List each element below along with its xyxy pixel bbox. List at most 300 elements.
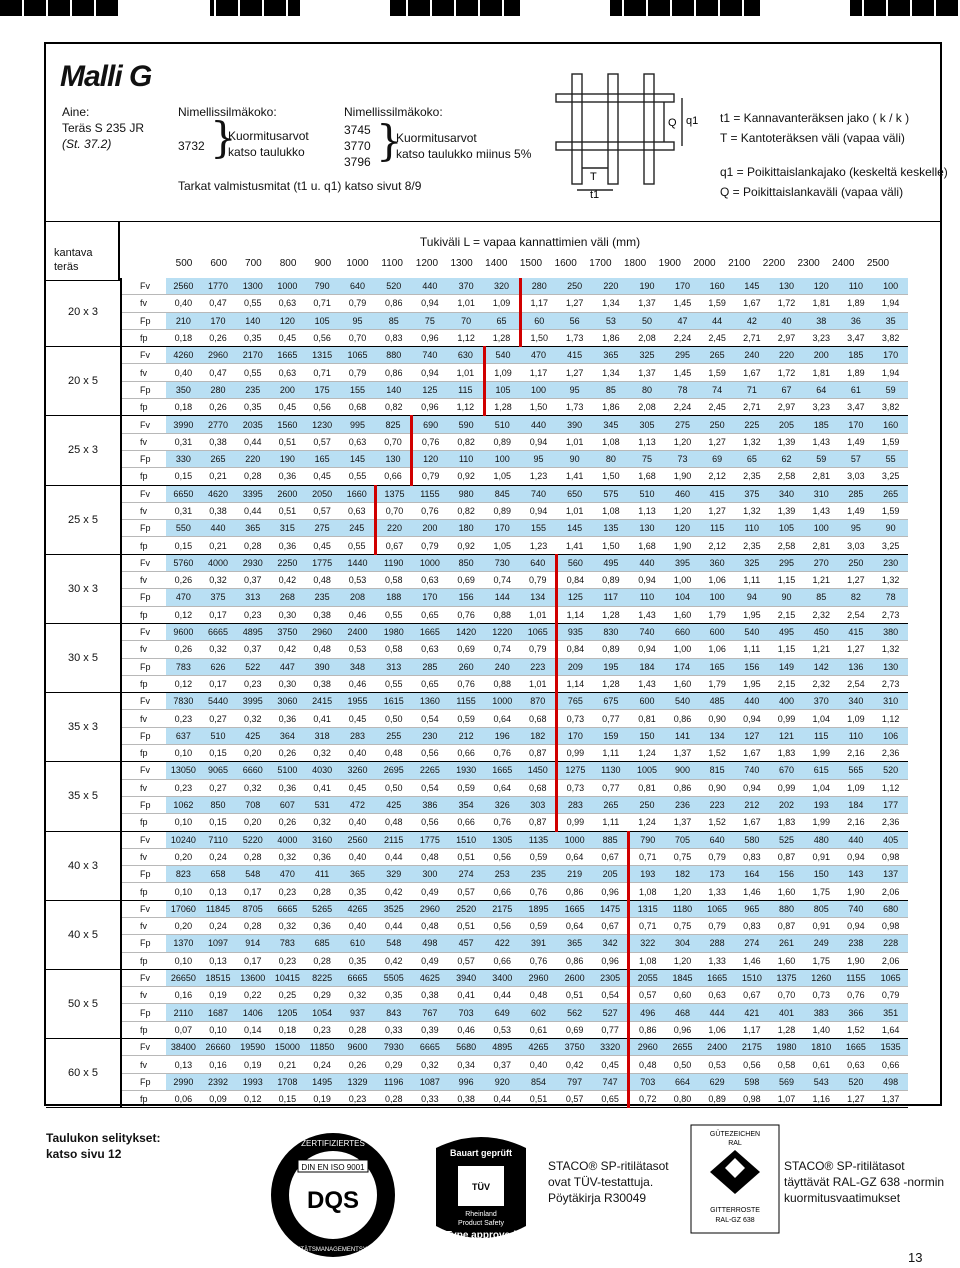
table-row — [46, 710, 908, 727]
value-cell: 0,58 — [769, 1056, 804, 1073]
value-cell: 0,44 — [484, 1090, 520, 1107]
value-cell: 253 — [484, 866, 520, 883]
value-cell: 0,59 — [448, 779, 484, 796]
value-cell: 1,99 — [804, 745, 839, 762]
value-cell: 1,52 — [700, 814, 735, 831]
value-cell: 220 — [593, 278, 629, 295]
table-row — [46, 589, 908, 606]
value-cell: 360 — [700, 554, 735, 571]
value-cell: 6665 — [339, 969, 375, 986]
value-cell: 0,10 — [166, 745, 201, 762]
value-cell: 0,28 — [235, 468, 270, 485]
value-cell: 209 — [557, 658, 593, 675]
value-cell: 0,32 — [270, 848, 305, 865]
material-block — [62, 104, 144, 152]
value-cell: 2930 — [235, 554, 270, 571]
table-row — [46, 554, 908, 571]
value-cell: 1,09 — [839, 779, 874, 796]
row-label: fp — [121, 1090, 166, 1107]
value-cell: 0,39 — [412, 1021, 448, 1038]
value-cell: 1,17 — [735, 1021, 770, 1038]
row-label: Fv — [121, 623, 166, 640]
value-cell: 1,68 — [629, 537, 665, 554]
value-cell: 0,83 — [735, 848, 770, 865]
value-cell: 0,23 — [235, 606, 270, 623]
value-cell: 0,91 — [804, 917, 839, 934]
value-cell: 590 — [448, 416, 484, 433]
value-cell: 0,79 — [700, 917, 735, 934]
value-cell: 0,63 — [270, 364, 305, 381]
span-header: 1500 — [519, 258, 543, 269]
value-cell: 90 — [769, 589, 804, 606]
value-cell: 0,55 — [339, 537, 375, 554]
value-cell: 9065 — [201, 762, 236, 779]
value-cell: 0,44 — [235, 433, 270, 450]
value-cell: 2,24 — [665, 329, 700, 346]
value-cell: 0,13 — [201, 883, 236, 900]
value-cell: 640 — [520, 554, 556, 571]
value-cell: 375 — [201, 589, 236, 606]
value-cell: 115 — [804, 727, 839, 744]
value-cell: 1000 — [412, 554, 448, 571]
span-header: 2100 — [728, 258, 751, 269]
value-cell: 543 — [804, 1073, 839, 1090]
value-cell: 1,34 — [593, 364, 629, 381]
row-label: fp — [121, 399, 166, 416]
value-cell: 0,67 — [735, 987, 770, 1004]
value-cell: 80 — [629, 381, 665, 398]
value-cell: 0,32 — [412, 1056, 448, 1073]
table-row — [46, 1039, 908, 1056]
value-cell: 4895 — [235, 623, 270, 640]
value-cell: 4895 — [484, 1039, 520, 1056]
value-cell: 0,57 — [557, 1090, 593, 1107]
value-cell: 366 — [839, 1004, 874, 1021]
value-cell: 318 — [305, 727, 340, 744]
value-cell: 0,36 — [270, 779, 305, 796]
value-cell: 1660 — [339, 485, 375, 502]
value-cell: 1135 — [520, 831, 556, 848]
value-cell: 10240 — [166, 831, 201, 848]
value-cell: 1230 — [305, 416, 340, 433]
value-cell: 472 — [339, 796, 375, 813]
value-cell: 520 — [839, 1073, 874, 1090]
value-cell: 200 — [412, 520, 448, 537]
value-cell: 0,56 — [484, 848, 520, 865]
value-cell: 747 — [593, 1073, 629, 1090]
table-row — [46, 848, 908, 865]
value-cell: 495 — [593, 554, 629, 571]
value-cell: 1,75 — [804, 952, 839, 969]
value-cell: 2110 — [166, 1004, 201, 1021]
value-cell: 531 — [305, 796, 340, 813]
value-cell: 3,23 — [804, 399, 839, 416]
value-cell: 1,28 — [593, 675, 629, 692]
value-cell: 900 — [665, 762, 700, 779]
value-cell: 1,14 — [557, 675, 593, 692]
value-cell: 134 — [700, 727, 735, 744]
value-cell: 249 — [804, 935, 839, 952]
row-label: fp — [121, 329, 166, 346]
value-cell: 0,77 — [593, 779, 629, 796]
value-cell: 685 — [305, 935, 340, 952]
value-cell: 415 — [839, 623, 874, 640]
value-cell: 0,63 — [700, 987, 735, 1004]
value-cell: 0,99 — [557, 814, 593, 831]
value-cell: 110 — [629, 589, 665, 606]
value-cell: 425 — [376, 796, 412, 813]
table-row — [46, 537, 908, 554]
table-top-rule — [46, 221, 940, 222]
size-cell: 50 x 5 — [46, 969, 121, 1038]
value-cell: 0,28 — [305, 883, 340, 900]
value-cell: 2960 — [305, 623, 340, 640]
value-cell: 1,01 — [520, 675, 556, 692]
value-cell: 1,27 — [839, 1090, 874, 1107]
value-cell: 3,47 — [839, 399, 874, 416]
value-cell: 0,45 — [305, 537, 340, 554]
value-cell: 600 — [700, 623, 735, 640]
value-cell: 0,13 — [166, 1056, 201, 1073]
value-cell: 1,64 — [873, 1021, 908, 1038]
value-cell: 9600 — [339, 1039, 375, 1056]
value-cell: 1300 — [235, 278, 270, 295]
value-cell: 1,50 — [593, 468, 629, 485]
value-cell: 190 — [629, 278, 665, 295]
table-row — [46, 329, 908, 346]
value-cell: 510 — [484, 416, 520, 433]
value-cell: 0,66 — [484, 952, 520, 969]
value-cell: 1,28 — [769, 1021, 804, 1038]
value-cell: 320 — [484, 278, 520, 295]
value-cell: 60 — [520, 312, 556, 329]
value-cell: 0,44 — [376, 848, 412, 865]
value-cell: 9600 — [166, 623, 201, 640]
row-label: Fv — [121, 347, 166, 364]
value-cell: 0,67 — [593, 917, 629, 934]
value-cell: 0,87 — [520, 814, 556, 831]
legend-t1: t1 = Kannavanteräksen jako ( k / k ) — [720, 111, 910, 125]
value-cell: 440 — [839, 831, 874, 848]
value-cell: 159 — [593, 727, 629, 744]
value-cell: 185 — [839, 347, 874, 364]
value-cell: 210 — [166, 312, 201, 329]
value-cell: 0,44 — [484, 987, 520, 1004]
value-cell: 0,63 — [412, 572, 448, 589]
value-cell: 0,35 — [235, 329, 270, 346]
value-cell: 2,45 — [700, 399, 735, 416]
value-cell: 1,27 — [557, 364, 593, 381]
value-cell: 1,86 — [593, 329, 629, 346]
value-cell: 1,28 — [593, 606, 629, 623]
value-cell: 1,17 — [520, 364, 556, 381]
value-cell: 80 — [593, 450, 629, 467]
value-cell: 1,60 — [769, 883, 804, 900]
value-cell: 125 — [412, 381, 448, 398]
value-cell: 0,66 — [448, 814, 484, 831]
value-cell: 0,56 — [735, 1056, 770, 1073]
value-cell: 0,94 — [735, 779, 770, 796]
value-cell: 0,17 — [201, 606, 236, 623]
value-cell: 0,40 — [520, 1056, 556, 1073]
value-cell: 0,48 — [629, 1056, 665, 1073]
value-cell: 0,56 — [305, 399, 340, 416]
value-cell: 1,37 — [873, 1090, 908, 1107]
value-cell: 223 — [700, 796, 735, 813]
value-cell: 3525 — [376, 900, 412, 917]
value-cell: 1,90 — [839, 952, 874, 969]
value-cell: 0,45 — [270, 329, 305, 346]
value-cell: 527 — [593, 1004, 629, 1021]
value-cell: 170 — [484, 520, 520, 537]
value-cell: 0,82 — [448, 502, 484, 519]
value-cell: 1,32 — [873, 641, 908, 658]
value-cell: 703 — [448, 1004, 484, 1021]
value-cell: 0,66 — [448, 745, 484, 762]
value-cell: 212 — [735, 796, 770, 813]
value-cell: 0,94 — [412, 364, 448, 381]
value-cell: 2,08 — [629, 329, 665, 346]
value-cell: 401 — [769, 1004, 804, 1021]
value-cell: 0,94 — [412, 295, 448, 312]
value-cell: 468 — [665, 1004, 700, 1021]
value-cell: 1,83 — [769, 814, 804, 831]
value-cell: 1,20 — [665, 433, 700, 450]
value-cell: 13050 — [166, 762, 201, 779]
value-cell: 1,08 — [629, 952, 665, 969]
value-cell: 0,94 — [839, 848, 874, 865]
value-cell: 0,94 — [839, 917, 874, 934]
value-cell: 2115 — [376, 831, 412, 848]
value-cell: 100 — [873, 278, 908, 295]
value-cell: 265 — [873, 485, 908, 502]
nim1-code: 3732 — [178, 139, 205, 153]
value-cell: 1,60 — [665, 606, 700, 623]
value-cell: 1205 — [270, 1004, 305, 1021]
size-cell: 30 x 3 — [46, 554, 121, 623]
value-cell: 0,26 — [270, 814, 305, 831]
value-cell: 275 — [665, 416, 700, 433]
value-cell: 1,01 — [448, 295, 484, 312]
row-label: fv — [121, 1056, 166, 1073]
value-cell: 1,27 — [557, 295, 593, 312]
value-cell: 3990 — [166, 416, 201, 433]
value-cell: 71 — [735, 381, 770, 398]
span-header: 1900 — [658, 258, 681, 269]
value-cell: 1,43 — [804, 433, 839, 450]
value-cell: 845 — [484, 485, 520, 502]
value-cell: 303 — [520, 796, 556, 813]
value-cell: 2,58 — [769, 468, 804, 485]
row-label: fv — [121, 295, 166, 312]
value-cell: 3940 — [448, 969, 484, 986]
value-cell: 1,16 — [804, 1090, 839, 1107]
value-cell: 0,16 — [166, 987, 201, 1004]
value-cell: 0,40 — [339, 745, 375, 762]
value-cell: 220 — [769, 347, 804, 364]
value-cell: 0,48 — [412, 917, 448, 934]
value-cell: 457 — [448, 935, 484, 952]
value-cell: 0,49 — [412, 883, 448, 900]
value-cell: 880 — [376, 347, 412, 364]
value-cell: 42 — [735, 312, 770, 329]
row-label: fv — [121, 641, 166, 658]
value-cell: 0,47 — [201, 364, 236, 381]
value-cell: 0,50 — [376, 779, 412, 796]
value-cell: 329 — [376, 866, 412, 883]
value-cell: 0,32 — [201, 572, 236, 589]
value-cell: 0,32 — [339, 987, 375, 1004]
value-cell: 0,68 — [520, 779, 556, 796]
value-cell: 130 — [629, 520, 665, 537]
value-cell: 658 — [201, 866, 236, 883]
value-cell: 65 — [735, 450, 770, 467]
value-cell: 0,89 — [484, 433, 520, 450]
value-cell: 245 — [339, 520, 375, 537]
legend-T: T = Kantoteräksen väli (vapaa väli) — [720, 131, 905, 145]
value-cell: 1,83 — [769, 745, 804, 762]
value-cell: 0,55 — [376, 606, 412, 623]
page-number: 13 — [908, 1250, 923, 1265]
value-cell: 540 — [665, 693, 700, 710]
value-cell: 1,99 — [804, 814, 839, 831]
value-cell: 268 — [270, 589, 305, 606]
value-cell: 390 — [305, 658, 340, 675]
value-cell: 1,46 — [735, 883, 770, 900]
value-cell: 130 — [873, 658, 908, 675]
value-cell: 7930 — [376, 1039, 412, 1056]
value-cell: 0,76 — [520, 883, 556, 900]
value-cell: 4000 — [201, 554, 236, 571]
row-label: Fp — [121, 1004, 166, 1021]
iso-certificate-logo — [268, 1130, 398, 1260]
value-cell: 3400 — [484, 969, 520, 986]
value-cell: 0,53 — [700, 1056, 735, 1073]
value-cell: 275 — [305, 520, 340, 537]
value-cell: 825 — [376, 416, 412, 433]
value-cell: 0,17 — [235, 883, 270, 900]
span-header: 1100 — [381, 258, 403, 269]
value-cell: 1687 — [201, 1004, 236, 1021]
load-table — [46, 278, 908, 1108]
value-cell: 0,89 — [593, 641, 629, 658]
value-cell: 2,15 — [769, 675, 804, 692]
value-cell: 26650 — [166, 969, 201, 986]
value-cell: 0,28 — [235, 917, 270, 934]
value-cell: 2,35 — [735, 537, 770, 554]
value-cell: 0,87 — [769, 917, 804, 934]
span-header: 1400 — [485, 258, 508, 269]
value-cell: 2560 — [339, 831, 375, 848]
value-cell: 196 — [484, 727, 520, 744]
size-cell: 35 x 5 — [46, 762, 121, 831]
value-cell: 0,79 — [339, 295, 375, 312]
value-cell: 885 — [593, 831, 629, 848]
value-cell: 38 — [804, 312, 839, 329]
value-cell: 1,11 — [735, 572, 770, 589]
value-cell: 325 — [629, 347, 665, 364]
size-cell: 40 x 5 — [46, 900, 121, 969]
ral-logo — [690, 1124, 780, 1234]
value-cell: 690 — [412, 416, 448, 433]
value-cell: 1,08 — [593, 433, 629, 450]
value-cell: 0,45 — [305, 468, 340, 485]
value-cell: 95 — [839, 520, 874, 537]
row-label: fv — [121, 917, 166, 934]
value-cell: 370 — [804, 693, 839, 710]
value-cell: 105 — [305, 312, 340, 329]
size-cell: 25 x 3 — [46, 416, 121, 485]
table-row — [46, 364, 908, 381]
value-cell: 550 — [166, 520, 201, 537]
nim1-desc: Kuormitusarvot katso taulukko — [228, 129, 309, 159]
value-cell: 1,46 — [735, 952, 770, 969]
value-cell: 225 — [735, 416, 770, 433]
value-cell: 0,15 — [166, 537, 201, 554]
value-cell: 440 — [201, 520, 236, 537]
value-cell: 2265 — [412, 762, 448, 779]
value-cell: 2,24 — [665, 399, 700, 416]
value-cell: 2,73 — [873, 675, 908, 692]
value-cell: 1065 — [873, 969, 908, 986]
value-cell: 1,01 — [520, 606, 556, 623]
value-cell: 3060 — [270, 693, 305, 710]
value-cell: 2170 — [235, 347, 270, 364]
value-cell: 0,20 — [235, 814, 270, 831]
value-cell: 0,65 — [412, 606, 448, 623]
value-cell: 0,75 — [665, 848, 700, 865]
value-cell: 0,70 — [376, 433, 412, 450]
row-label: Fp — [121, 381, 166, 398]
value-cell: 170 — [201, 312, 236, 329]
value-cell: 170 — [665, 278, 700, 295]
value-cell: 1,90 — [839, 883, 874, 900]
value-cell: 0,36 — [305, 917, 340, 934]
value-cell: 444 — [700, 1004, 735, 1021]
value-cell: 295 — [769, 554, 804, 571]
value-cell: 44 — [700, 312, 735, 329]
value-cell: 0,38 — [305, 606, 340, 623]
size-cell: 20 x 5 — [46, 347, 121, 416]
value-cell: 5680 — [448, 1039, 484, 1056]
row-label: fp — [121, 537, 166, 554]
value-cell: 0,29 — [305, 987, 340, 1004]
value-cell: 0,36 — [270, 537, 305, 554]
value-cell: 235 — [305, 589, 340, 606]
value-cell: 4265 — [339, 900, 375, 917]
value-cell: 1,21 — [804, 572, 839, 589]
value-cell: 0,76 — [412, 502, 448, 519]
value-cell: 0,71 — [629, 917, 665, 934]
row-label: Fv — [121, 969, 166, 986]
grid-diagram — [552, 68, 712, 200]
value-cell: 0,98 — [873, 848, 908, 865]
value-cell: 326 — [484, 796, 520, 813]
table-row — [46, 987, 908, 1004]
value-cell: 0,45 — [270, 399, 305, 416]
value-cell: 78 — [665, 381, 700, 398]
value-cell: 2695 — [376, 762, 412, 779]
value-cell: 1220 — [484, 623, 520, 640]
table-row — [46, 468, 908, 485]
value-cell: 0,41 — [448, 987, 484, 1004]
value-cell: 0,79 — [873, 987, 908, 1004]
value-cell: 0,56 — [412, 745, 448, 762]
value-cell: 0,67 — [376, 537, 412, 554]
value-cell: 520 — [873, 762, 908, 779]
value-cell: 310 — [804, 485, 839, 502]
value-cell: 1180 — [665, 900, 700, 917]
